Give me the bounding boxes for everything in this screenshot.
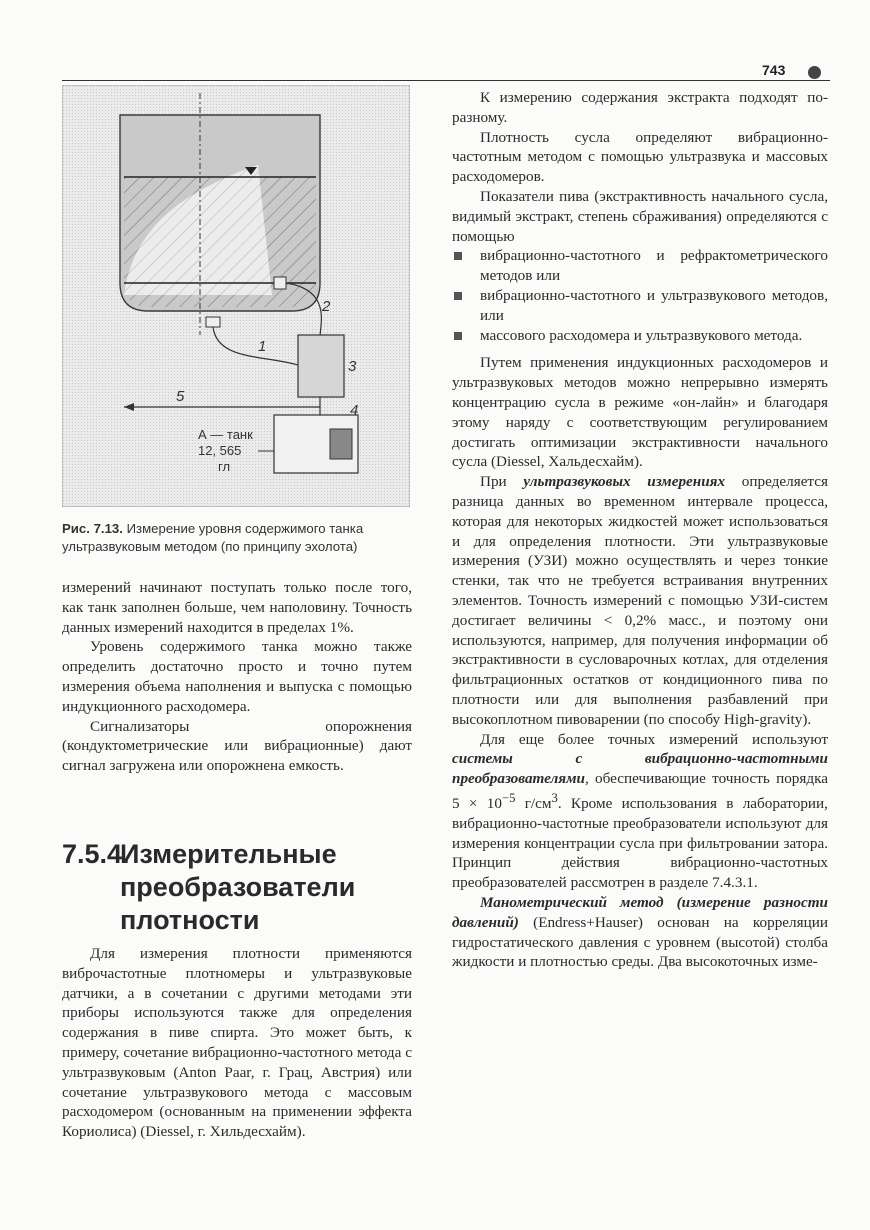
transmitter-box xyxy=(298,335,344,397)
figure-label-1: 1 xyxy=(258,338,267,355)
bullet-square-icon xyxy=(454,252,462,260)
page-number: 743 xyxy=(762,62,786,78)
right-paragraph-6: Для еще более точных измерений используют системы с вибрационно-частотными преобразователями, обеспечивающие точность порядка $5 \times 10^{-5}$ $г/см^3$. Кроме использования в лаборатории, вибрационно-частотные преобразователи используют для измерения концентрации сусла при фильтровании затора. Принцип действия вибрационно-частотных преобразователей рассмотрен в разделе 7.4.3.1. xyxy=(452,730,828,892)
emphasis-manometric: Манометрический метод (измерение разности давлений) xyxy=(452,893,828,931)
left-paragraph-2: Уровень содержимого танка можно также определить достаточно просто и точно путем измерения объема наполнения и выпуска с помощью индукционного расходомера. xyxy=(62,638,412,715)
display-label-line3: гл xyxy=(218,459,231,474)
figure-caption xyxy=(62,520,412,556)
list-item: вибрационно-частотного и ультразвукового методов, или xyxy=(452,286,828,326)
right-paragraph-1: К измерению содержания экстракта подходят по-разному. xyxy=(452,89,828,126)
list-item: вибрационно-частотного и рефрактометрического методов или xyxy=(452,246,828,286)
left-column-top xyxy=(62,578,412,776)
figure-label-5: 5 xyxy=(176,388,185,405)
right-paragraph-4: Путем применения индукционных расходомеров и ультразвуковых методов можно непрерывно измерять концентрацию сусла в режиме «он-лайн» и благодаря этому наряду с соответствующим регулированием достигать оптимизации экстрактивности начального сусла (Diessel, Хальдесхайм). xyxy=(452,354,828,471)
method-list xyxy=(452,246,828,345)
display-label-line1: А — танк xyxy=(198,427,253,442)
left-paragraph-1: измерений начинают поступать только после того, как танк заполнен больше, чем наполовину. Точность данных измерений находится в пределах 1%. xyxy=(62,579,412,636)
bullet-square-icon xyxy=(454,332,462,340)
right-paragraph-2: Плотность сусла определяют вибрационно-частотным методом с помощью ультразвука и массовых расходомеров. xyxy=(452,128,828,186)
sensor-lower xyxy=(206,317,220,327)
left-paragraph-3: Сигнализаторы опорожнения (кондуктометрические или вибрационные) дают сигнал загружена или опорожнена емкость. xyxy=(62,717,412,775)
section-heading xyxy=(62,838,412,937)
left-column-bottom xyxy=(62,944,412,1142)
display-screen xyxy=(330,429,352,459)
right-paragraph-7: Манометрический метод (измерение разности давлений) (Endress+Hauser) основан на корреляции гидростатического давления с уровнем (высотой) столба жидкости и плотностью среды. Два высокоточных изме- xyxy=(452,893,828,971)
section-title-line-1: Измерительные xyxy=(120,839,337,869)
right-paragraph-5: При ультразвуковых измерениях определяется разница данных во временном интервале процесса, которая для некоторых жидкостей может использоваться и для определения плотности. Эти ультразвуковые измерения (УЗИ) можно осуществлять и через тонкие стенки, так что не требуется встраивания внутренних элементов. Точность измерений с помощью УЗИ-систем достигает величины < 0,2% масс., и поэтому они используются, например, для получения информации об экстрактивности в сусловарочных котлах, для отделения фильтрационных остатков от кондиционного пива по плотности или для выполнения разбавлений при высокоплотном пивоварении (по способу High-gravity). xyxy=(452,473,828,728)
figure-caption-text: Измерение уровня содержимого танка ультразвуковым методом (по принципу эхолота) xyxy=(62,521,364,554)
section-title-line-3: плотности xyxy=(120,905,260,935)
figure-caption-label: Рис. 7.13. xyxy=(62,521,123,536)
left-paragraph-4: Для измерения плотности применяются виброчастотные плотномеры и ультразвуковые датчики, а в сочетании с другими методами эти приборы используются также для определения содержания в пиве спирта. Это может быть, к примеру, сочетание вибрационно-частотного метода с ультразвуковым (Anton Paar, г. Грац, Австрия) или сочетание ультразвукового метода с массовым расходомером (основанным на применении эффекта Кориолиса) (Diessel, г. Хильдесхайм). xyxy=(62,945,412,1141)
tank-level-figure xyxy=(62,85,410,507)
right-column xyxy=(452,88,828,972)
page-marker-dot xyxy=(808,66,821,79)
right-paragraph-3: Показатели пива (экстрактивность начального сусла, видимый экстракт, степень сбраживания) определяются с помощью xyxy=(452,187,828,245)
figure-label-3: 3 xyxy=(348,358,357,375)
section-title-line-2: преобразователи xyxy=(120,872,356,902)
figure-label-4: 4 xyxy=(350,402,359,419)
sensor-upper xyxy=(274,277,286,289)
display-label-line2: 12, 565 xyxy=(198,443,242,458)
figure-label-2: 2 xyxy=(322,298,331,315)
bullet-square-icon xyxy=(454,292,462,300)
list-item: массового расходомера и ультразвукового метода. xyxy=(452,326,828,346)
header-rule xyxy=(62,80,830,81)
section-number: 7.5.4. xyxy=(62,839,130,869)
emphasis-vibration: системы с вибрационно-частотными преобразователями xyxy=(452,750,828,788)
emphasis-ultrasonic: ультразвуковых измерениях xyxy=(523,473,726,491)
